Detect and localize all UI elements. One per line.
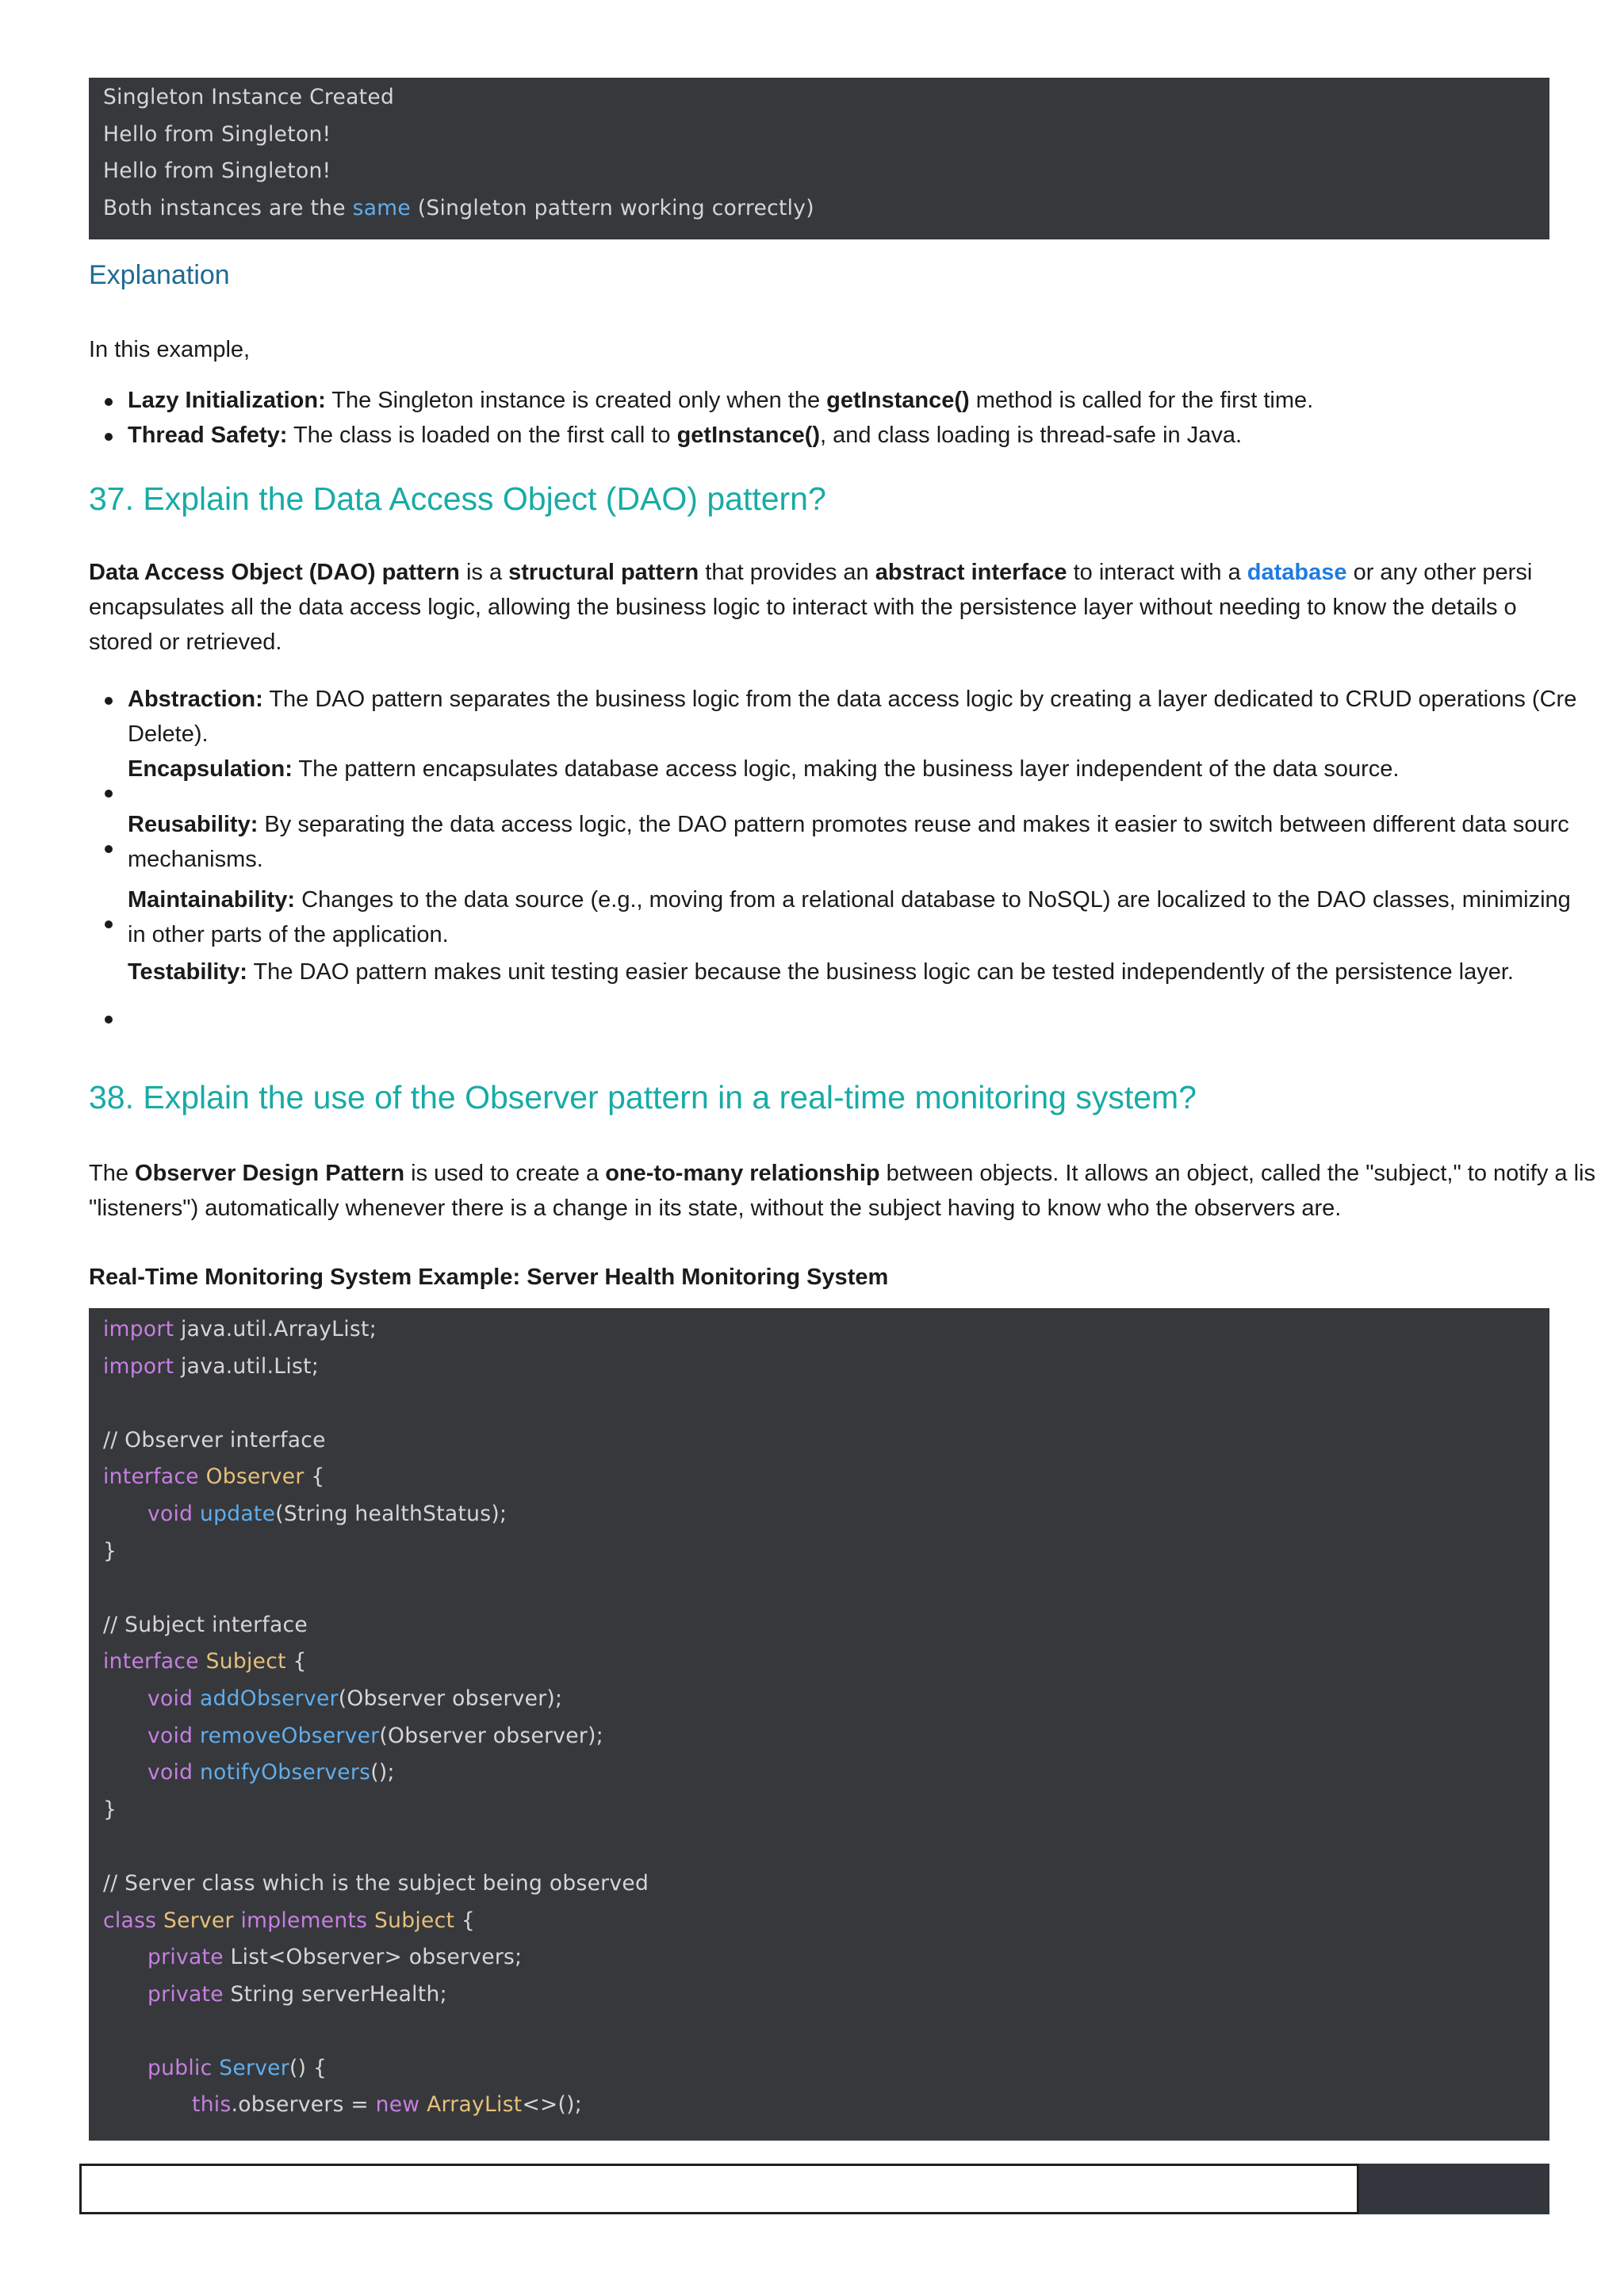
list-item: Thread Safety: The class is loaded on the first call to getInstance(), and class loading is thread-safe in Java.: [128, 423, 1243, 448]
list-item: Lazy Initialization: The Singleton instance is created only when the getInstance() method is called for the first time.: [128, 388, 1314, 413]
bullet-dot: [105, 845, 113, 853]
code-line: class Server implements Subject {: [103, 1908, 476, 1933]
code-line: private List<Observer> observers;: [147, 1945, 523, 1970]
code-line: interface Subject {: [103, 1649, 307, 1674]
output-line: Singleton Instance Created: [103, 85, 395, 109]
code-line: private String serverHealth;: [147, 1981, 447, 2007]
code-line: import java.util.List;: [103, 1353, 320, 1379]
footer-dark-block: [1359, 2164, 1549, 2214]
output-line: Both instances are the same (Singleton pattern working correctly): [103, 195, 814, 220]
bullet-dot: [105, 398, 113, 406]
bullet-dot: [105, 920, 113, 928]
code-comment: // Observer interface: [103, 1427, 326, 1452]
code-line-blank: [103, 1828, 1549, 1866]
database-link[interactable]: database: [1247, 560, 1347, 585]
dao-paragraph: Data Access Object (DAO) pattern is a structural pattern that provides an abstract interface to interact with a database or any other persi encapsulates all the data access logic, allowing the business logic to interact with the persistence layer without needing to know the details o stored or retrieved.: [89, 560, 1533, 655]
output-line: Hello from Singleton!: [103, 159, 331, 184]
explanation-intro: In this example,: [89, 337, 251, 362]
bullet-dot: [105, 790, 113, 798]
example-title: Real-Time Monitoring System Example: Server Health Monitoring System: [89, 1265, 889, 1290]
list-item: Reusability: By separating the data access logic, the DAO pattern promotes reuse and makes it easier to switch between different data sourc mechanisms.: [128, 812, 1569, 872]
list-item: Testability: The DAO pattern makes unit testing easier because the business logic can be tested independently of the persistence layer.: [128, 959, 1514, 985]
explanation-heading: Explanation: [89, 260, 230, 290]
section-heading-37: 37. Explain the Data Access Object (DAO) pattern?: [89, 480, 826, 517]
bullet-dot: [105, 697, 113, 705]
bullet-dot: [105, 433, 113, 441]
code-line: public Server() {: [147, 2055, 327, 2080]
code-line-blank: [103, 1570, 1549, 1607]
code-line: void addObserver(Observer observer);: [147, 1686, 563, 1711]
code-line: interface Observer {: [103, 1464, 325, 1490]
list-item: Maintainability: Changes to the data source (e.g., moving from a relational database to NoSQL) are localized to the DAO classes, minimizing in other parts of the application.: [128, 887, 1571, 947]
output-block: [89, 78, 1549, 239]
code-comment: // Subject interface: [103, 1612, 308, 1637]
code-line-blank: [103, 1385, 1549, 1422]
footer-bar: [79, 2164, 1359, 2214]
bullet-dot: [105, 1016, 113, 1024]
code-line: void update(String healthStatus);: [147, 1501, 508, 1526]
code-line: this.observers = new ArrayList<>();: [192, 2092, 583, 2118]
code-block: [89, 1308, 1549, 2141]
code-line-blank: [103, 2013, 1549, 2050]
code-line: }: [103, 1797, 117, 1822]
output-line: Hello from Singleton!: [103, 121, 331, 147]
code-line: void removeObserver(Observer observer);: [147, 1723, 603, 1748]
list-item: Abstraction: The DAO pattern separates the business logic from the data access logic by creating a layer dedicated to CRUD operations (Cre Delete).: [128, 687, 1577, 747]
list-item: Encapsulation: The pattern encapsulates database access logic, making the business layer independent of the data source.: [128, 756, 1400, 782]
code-line: }: [103, 1538, 117, 1563]
code-line: void notifyObservers();: [147, 1760, 395, 1785]
code-comment: // Server class which is the subject being observed: [103, 1870, 649, 1896]
observer-paragraph: The Observer Design Pattern is used to create a one-to-many relationship between objects. It allows an object, called the "subject," to notify a lis "listeners") automatically whenever there is a change in its state, without the subject having to know who the observers are.: [89, 1161, 1595, 1221]
code-line: import java.util.ArrayList;: [103, 1317, 377, 1341]
section-heading-38: 38. Explain the use of the Observer pattern in a real-time monitoring system?: [89, 1079, 1197, 1115]
highlighted-word: same: [352, 195, 411, 220]
